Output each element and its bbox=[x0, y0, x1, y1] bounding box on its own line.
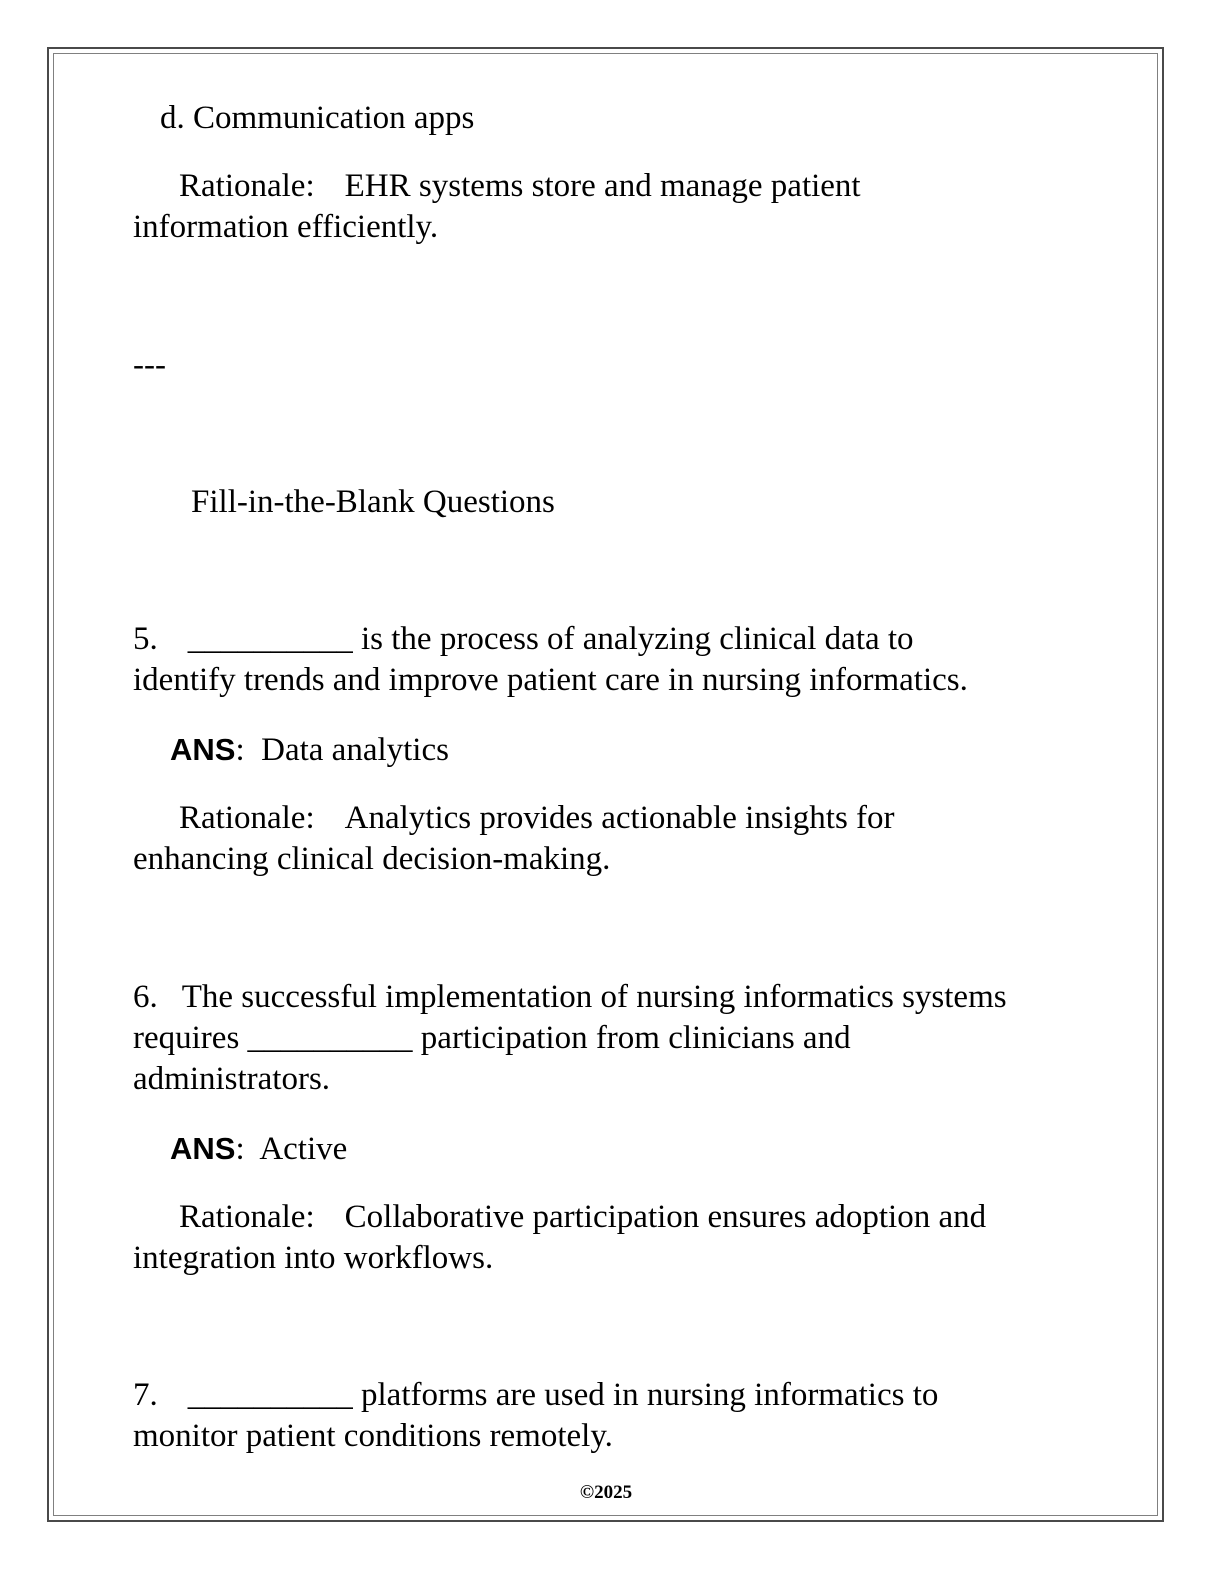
answer-6 bbox=[170, 1128, 347, 1170]
option-d: d. Communication apps bbox=[160, 100, 475, 136]
question-text: platforms are used in nursing informatics to bbox=[361, 1377, 939, 1413]
question-5-line1 bbox=[133, 619, 914, 660]
question-6-line1 bbox=[133, 977, 1007, 1018]
question-5-line2: identify trends and improve patient care in nursing informatics. bbox=[133, 662, 968, 698]
question-6-line2 bbox=[133, 1018, 851, 1059]
question-text: is the process of analyzing clinical data to bbox=[361, 621, 914, 657]
rationale-label: Rationale: bbox=[179, 800, 315, 836]
question-7-line1 bbox=[133, 1375, 938, 1416]
rationale-6-line1 bbox=[179, 1197, 986, 1238]
question-number: 7. bbox=[133, 1377, 158, 1413]
question-text: requires bbox=[133, 1020, 240, 1056]
answer-blank: __________ bbox=[187, 621, 353, 657]
rationale-text: Collaborative participation ensures adoption and bbox=[344, 1199, 987, 1235]
rationale-text: EHR systems store and manage patient bbox=[344, 168, 861, 204]
rationale-text: Analytics provides actionable insights for bbox=[344, 800, 895, 836]
question-number: 5. bbox=[133, 621, 158, 657]
answer-text: Active bbox=[259, 1131, 348, 1167]
ans-separator: : bbox=[235, 1131, 245, 1167]
answer-5 bbox=[170, 729, 449, 771]
rationale-prev-line2: information efficiently. bbox=[133, 209, 439, 245]
rationale-prev-line1 bbox=[179, 166, 861, 207]
answer-blank: __________ bbox=[247, 1020, 413, 1056]
rationale-5-line2: enhancing clinical decision-making. bbox=[133, 841, 611, 877]
question-number: 6. bbox=[133, 979, 158, 1015]
question-text: The successful implementation of nursing informatics systems bbox=[181, 979, 1007, 1015]
rationale-label: Rationale: bbox=[179, 168, 315, 204]
rationale-5-line1 bbox=[179, 798, 895, 839]
separator: --- bbox=[133, 347, 166, 383]
rationale-6-line2: integration into workflows. bbox=[133, 1240, 494, 1276]
copyright-footer: ©2025 bbox=[579, 1482, 633, 1503]
page-border-inner bbox=[53, 53, 1158, 1516]
ans-label: ANS bbox=[170, 732, 236, 767]
question-7-line2: monitor patient conditions remotely. bbox=[133, 1418, 613, 1454]
ans-separator: : bbox=[235, 732, 245, 768]
answer-text: Data analytics bbox=[261, 732, 449, 768]
answer-blank: __________ bbox=[187, 1377, 353, 1413]
rationale-label: Rationale: bbox=[179, 1199, 315, 1235]
question-text: participation from clinicians and bbox=[420, 1020, 851, 1056]
section-heading: Fill-in-the-Blank Questions bbox=[191, 484, 555, 520]
question-6-line3: administrators. bbox=[133, 1061, 331, 1097]
ans-label: ANS bbox=[170, 1131, 236, 1166]
